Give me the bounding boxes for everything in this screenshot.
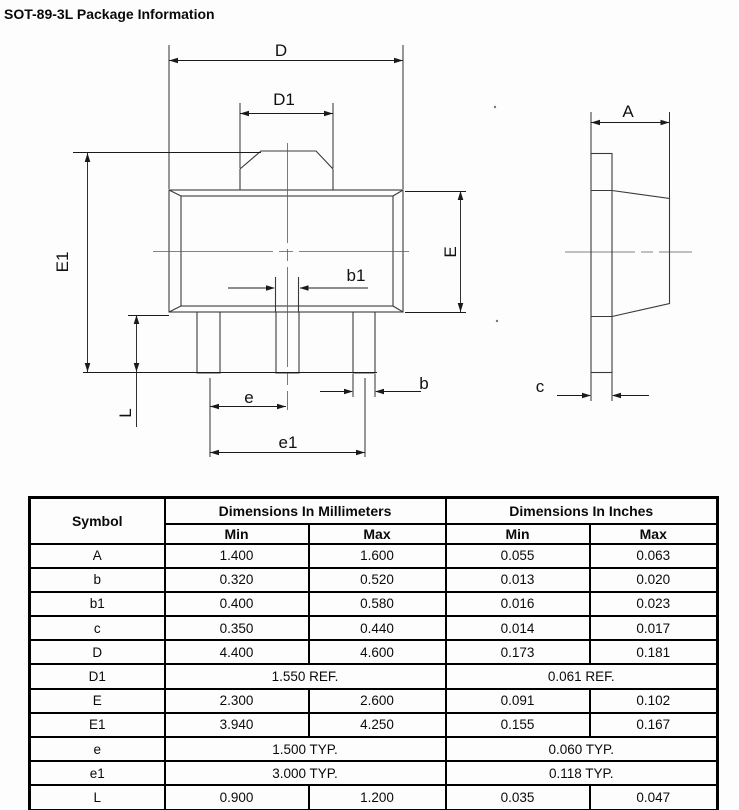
dim-label-D: D	[274, 41, 288, 60]
cell-in-max: 0.167	[590, 713, 718, 737]
cell-symbol: e	[30, 737, 165, 761]
cell-in-min: 0.055	[446, 544, 590, 568]
cell-mm-min: 2.300	[165, 689, 309, 713]
header-in-max: Max	[590, 524, 718, 544]
cell-mm-span: 1.500 TYP.	[165, 737, 446, 761]
dim-label-c: c	[535, 377, 545, 396]
dim-label-e: e	[244, 388, 254, 407]
header-in-group: Dimensions In Inches	[446, 498, 718, 524]
table-row-L	[30, 785, 718, 810]
cell-symbol: D	[30, 640, 165, 664]
table-row-e1	[30, 761, 718, 785]
side-view-body	[591, 154, 670, 373]
dim-label-L: L	[116, 408, 135, 418]
cell-mm-min: 3.940	[165, 713, 309, 737]
cell-mm-min: 1.400	[165, 544, 309, 568]
header-in-min: Min	[446, 524, 590, 544]
cell-in-max: 0.047	[590, 785, 718, 810]
cell-symbol: b1	[30, 592, 165, 616]
dim-label-A: A	[622, 102, 634, 121]
header-mm-min: Min	[165, 524, 309, 544]
cell-mm-max: 4.250	[309, 713, 446, 737]
cell-in-min: 0.016	[446, 592, 590, 616]
cell-in-max: 0.063	[590, 544, 718, 568]
cell-in-max: 0.020	[590, 568, 718, 592]
cell-in-min: 0.013	[446, 568, 590, 592]
cell-in-min: 0.155	[446, 713, 590, 737]
cell-symbol: E1	[30, 713, 165, 737]
cell-mm-max: 0.580	[309, 592, 446, 616]
cell-in-max: 0.023	[590, 592, 718, 616]
cell-symbol: A	[30, 544, 165, 568]
front-view-body	[169, 151, 403, 373]
cell-mm-max: 2.600	[309, 689, 446, 713]
table-row-E	[30, 689, 718, 713]
table-row-e	[30, 737, 718, 761]
table-row-b	[30, 568, 718, 592]
cell-mm-max: 1.200	[309, 785, 446, 810]
cell-in-min: 0.091	[446, 689, 590, 713]
cell-mm-min: 4.400	[165, 640, 309, 664]
cell-mm-min: 0.900	[165, 785, 309, 810]
cell-symbol: e1	[30, 761, 165, 785]
cell-symbol: c	[30, 616, 165, 640]
dimensions-table	[28, 496, 719, 810]
table-row-c	[30, 616, 718, 640]
dim-label-D1: D1	[273, 90, 295, 109]
dim-label-b1: b1	[346, 266, 366, 285]
header-mm-group: Dimensions In Millimeters	[165, 498, 446, 524]
header-symbol: Symbol	[30, 498, 165, 544]
table-row-D1	[30, 664, 718, 688]
cell-in-span: 0.118 TYP.	[446, 761, 718, 785]
cell-mm-min: 0.350	[165, 616, 309, 640]
cell-mm-max: 4.600	[309, 640, 446, 664]
header-mm-max: Max	[309, 524, 446, 544]
cell-in-min: 0.035	[446, 785, 590, 810]
table-row-E1	[30, 713, 718, 737]
cell-symbol: b	[30, 568, 165, 592]
cell-mm-min: 0.400	[165, 592, 309, 616]
cell-symbol: L	[30, 785, 165, 810]
dim-label-E: E	[441, 246, 460, 258]
cell-mm-max: 1.600	[309, 544, 446, 568]
page-title: SOT-89-3L Package Information	[4, 6, 215, 22]
print-artifacts	[494, 106, 498, 322]
cell-in-max: 0.102	[590, 689, 718, 713]
cell-mm-span: 3.000 TYP.	[165, 761, 446, 785]
cell-mm-max: 0.520	[309, 568, 446, 592]
dim-label-e1: e1	[278, 433, 298, 452]
table-row-b1	[30, 592, 718, 616]
table-row-A	[30, 544, 718, 568]
table-row-D	[30, 640, 718, 664]
cell-symbol: E	[30, 689, 165, 713]
cell-mm-span: 1.550 REF.	[165, 664, 446, 688]
cell-symbol: D1	[30, 664, 165, 688]
cell-in-span: 0.060 TYP.	[446, 737, 718, 761]
dimension-lines	[73, 45, 670, 457]
cell-in-max: 0.181	[590, 640, 718, 664]
dim-label-b: b	[419, 374, 429, 393]
cell-in-min: 0.173	[446, 640, 590, 664]
cell-mm-min: 0.320	[165, 568, 309, 592]
center-lines	[153, 143, 692, 410]
dim-label-E1: E1	[53, 251, 72, 273]
cell-in-max: 0.017	[590, 616, 718, 640]
cell-in-min: 0.014	[446, 616, 590, 640]
cell-in-span: 0.061 REF.	[446, 664, 718, 688]
cell-mm-max: 0.440	[309, 616, 446, 640]
